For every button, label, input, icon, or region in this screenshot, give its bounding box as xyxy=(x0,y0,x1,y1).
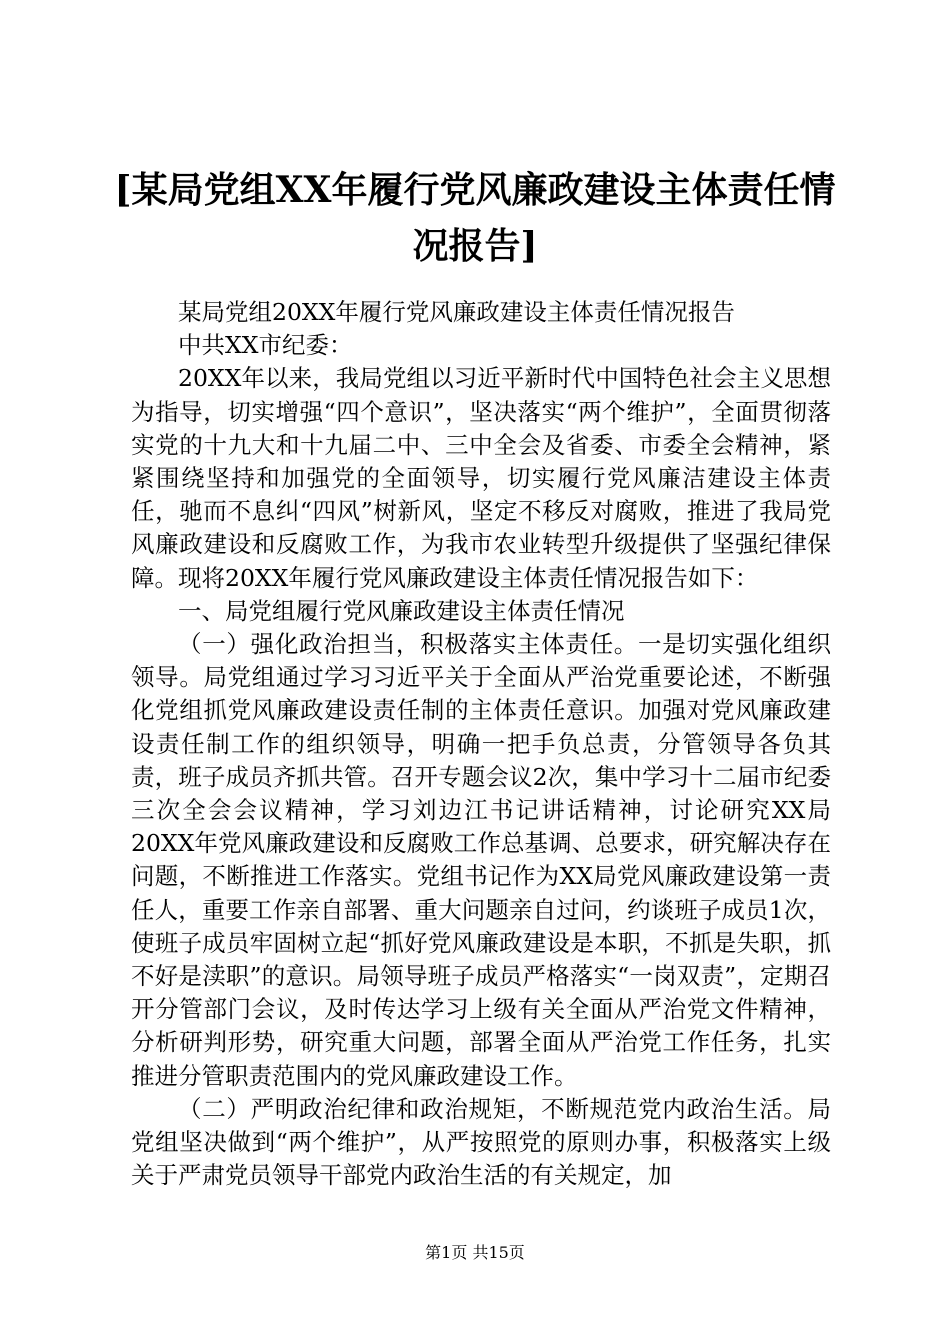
document-title: [某局党组XX年履行党风廉政建设主体责任情况报告] xyxy=(114,169,836,267)
page-footer: 第1页 共15页 xyxy=(425,1243,525,1262)
salutation: 中共XX市纪委： xyxy=(178,331,353,360)
report-subtitle: 某局党组20XX年履行党风廉政建设主体责任情况报告 xyxy=(178,298,735,326)
intro-paragraph: 20XX年以来，我局党组以习近平新时代中国特色社会主义思想为指导，切实增强“四个意识”，坚决落实“两个维护”，全面贯彻落实党的十九大和十九届二中、三中全会及省委、市委全会精神，紧紧围绕坚持和加强党的全面领导，切实履行党风廉洁建设主体责任，驰而不息纠“四风”树新风，坚定不移反对腐败，推进了我局党风廉政建设和反腐败工作，为我市农业转型升级提供了坚强纪律保障。现将20XX年履行党风廉政建设主体责任情况报告如下： xyxy=(131,364,831,592)
subsection-paragraph-1: （一）强化政治担当，积极落实主体责任。一是切实强化组织领导。局党组通过学习习近平关于全面从严治党重要论述，不断强化党组抓党风廉政建设责任制的主体责任意识。加强对党风廉政建设责任制工作的组织领导，明确一把手负总责，分管领导各负其责，班子成员齐抓共管。召开专题会议2次，集中学习十二届市纪委三次全会会议精神，学习刘边江书记讲话精神，讨论研究XX局20XX年党风廉政建设和反腐败工作总基调、总要求，研究解决存在问题，不断推进工作落实。党组书记作为XX局党风廉政建设第一责任人，重要工作亲自部署、重大问题亲自过问，约谈班子成员1次，使班子成员牢固树立起“抓好党风廉政建设是本职，不抓是失职，抓不好是渎职”的意识。局领导班子成员严格落实“一岗双责”，定期召开分管部门会议，及时传达学习上级有关全面从严治党文件精神，分析研判形势，研究重大问题，部署全面从严治党工作任务，扎实推进分管职责范围内的党风廉政建设工作。 xyxy=(131,630,831,1090)
subsection-paragraph-2: （二）严明政治纪律和政治规矩，不断规范党内政治生活。局党组坚决做到“两个维护”，从严按照党的原则办事，积极落实上级关于严肃党员领导干部党内政治生活的有关规定，加 xyxy=(131,1094,831,1190)
document-body xyxy=(131,296,831,1192)
section-heading: 一、局党组履行党风廉政建设主体责任情况 xyxy=(178,596,625,625)
